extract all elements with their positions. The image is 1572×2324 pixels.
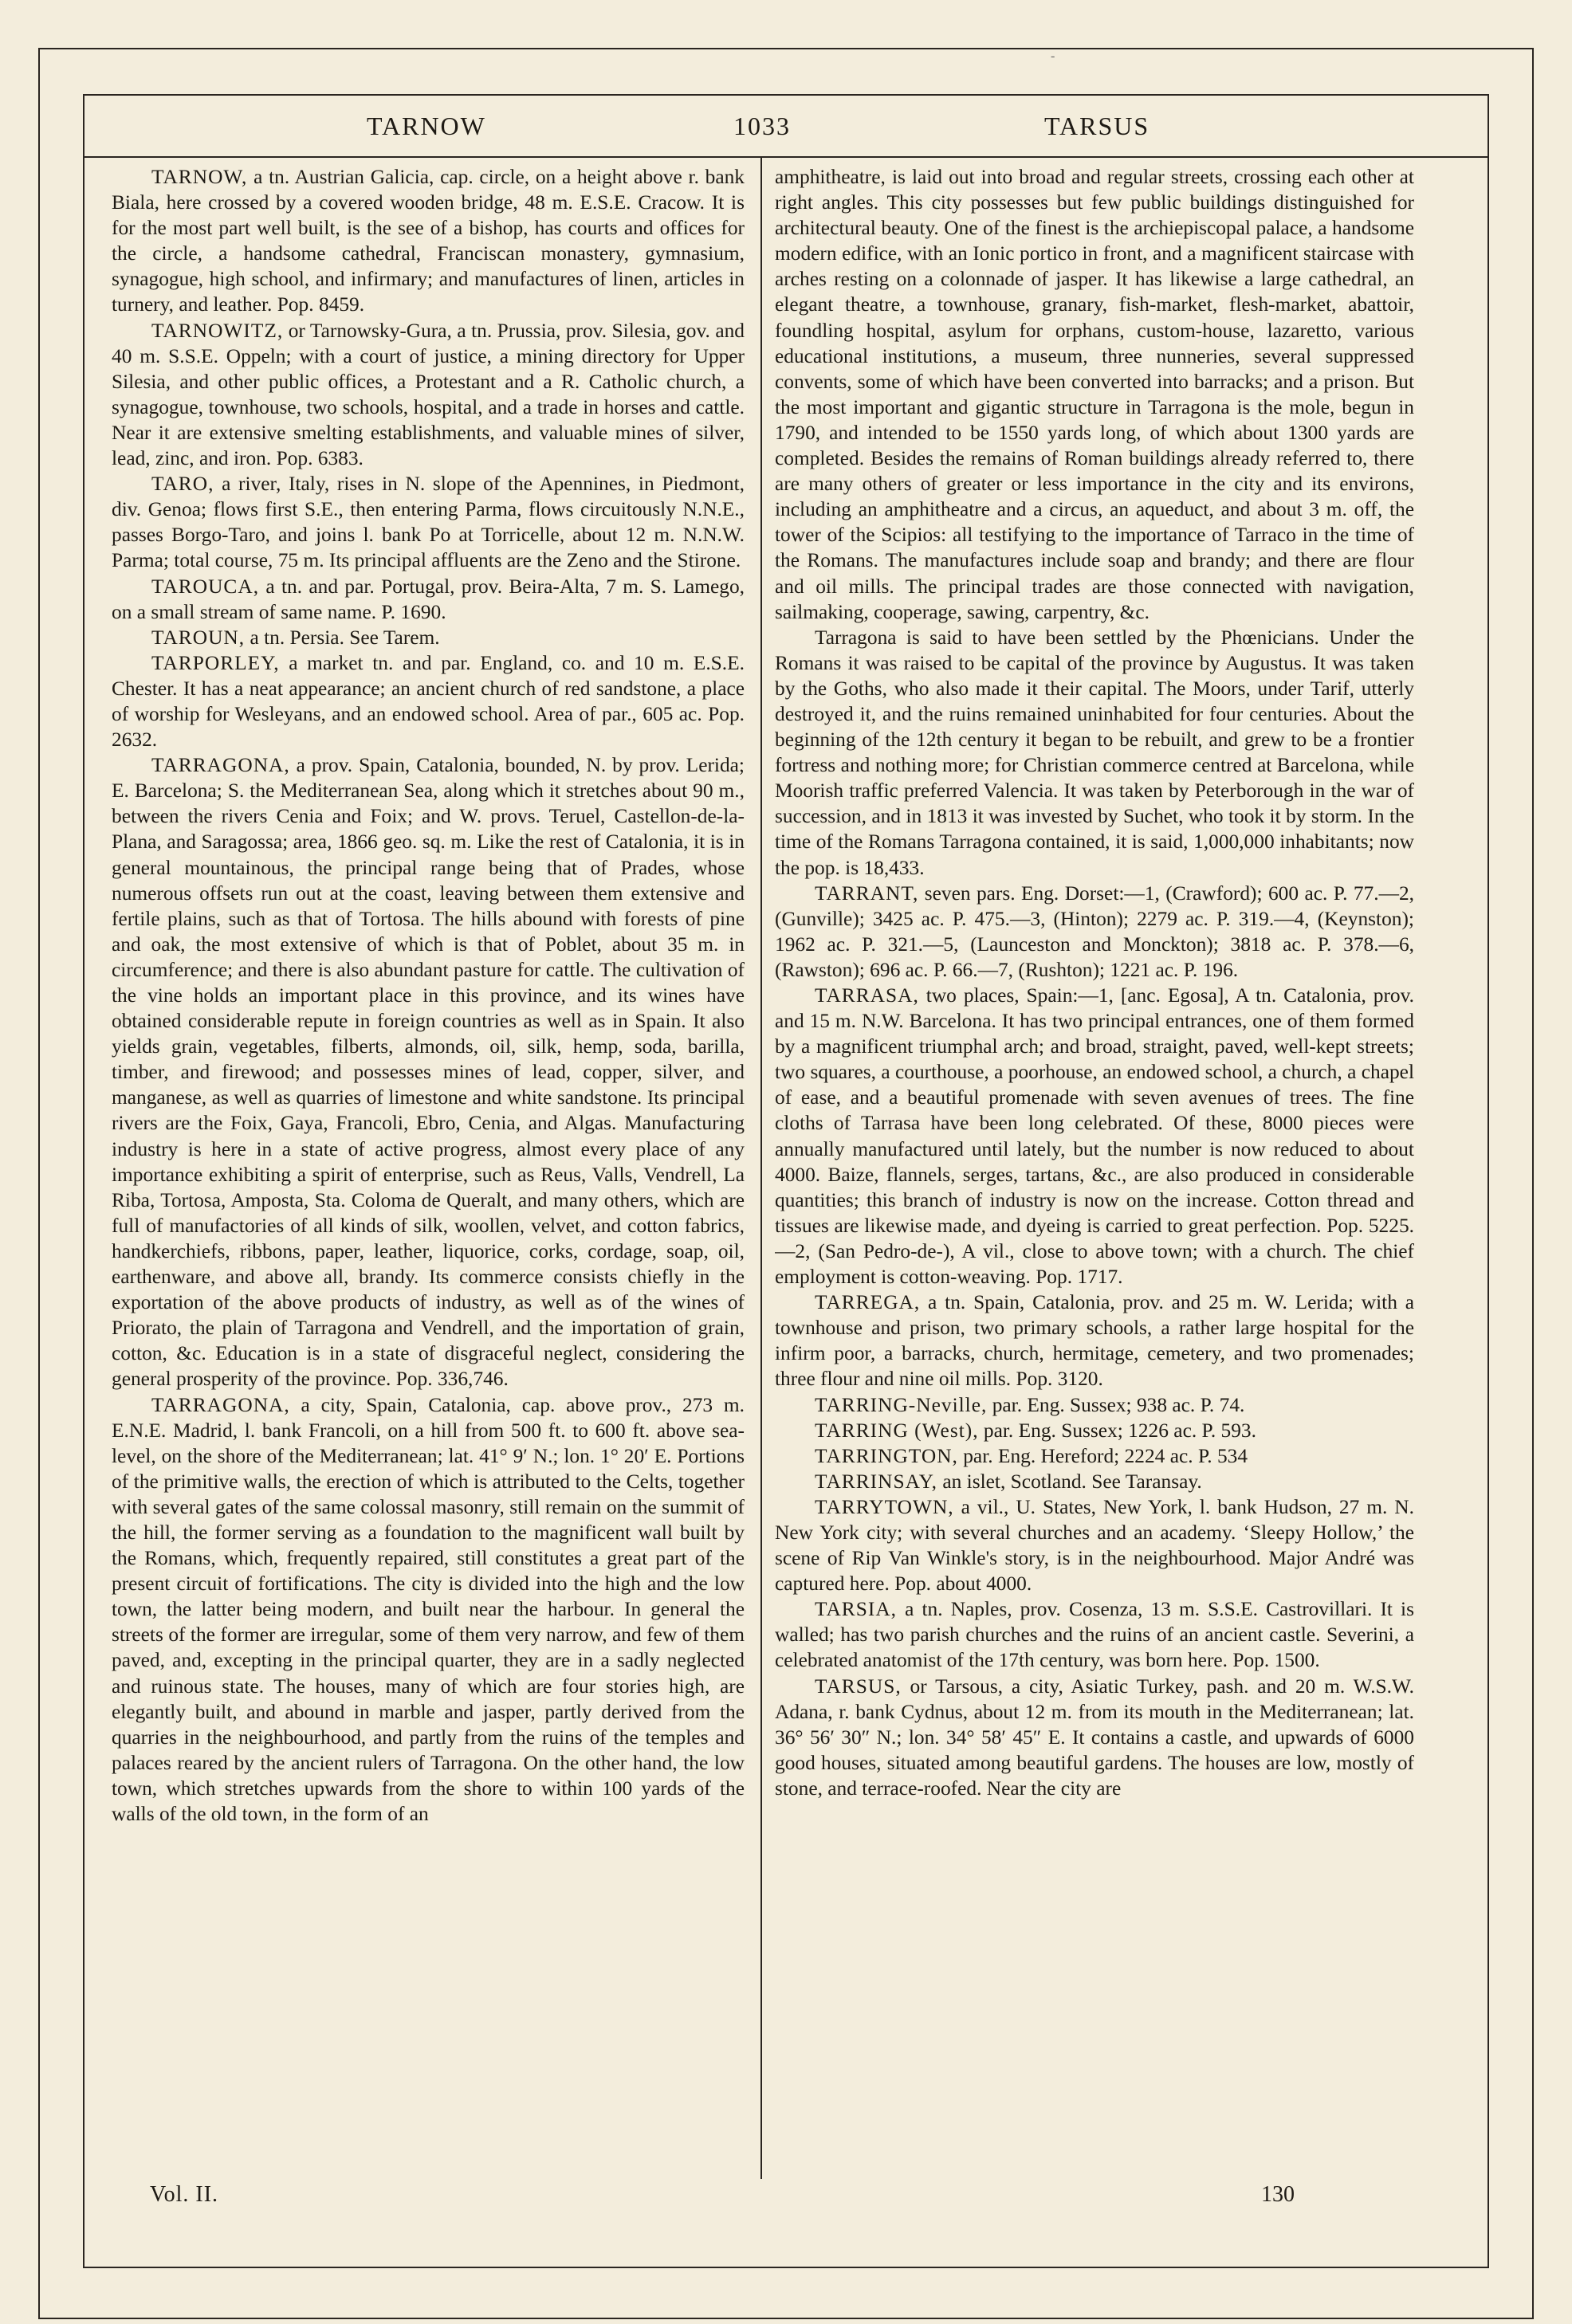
entry-headword: TAROUN, [151,626,246,649]
dictionary-entry [112,164,745,318]
entry-text: a tn. Persia. See Tarem. [245,626,440,649]
dictionary-entry [775,1443,1414,1469]
entry-text: par. Eng. Sussex; 938 ac. P. 74. [987,1393,1245,1416]
entry-headword: TARRINSAY, [815,1470,938,1493]
dictionary-entry [775,1290,1414,1392]
entry-headword: TARNOWITZ, [151,319,284,342]
entry-text: a city, Spain, Catalonia, cap. above prov., 273 m. E.N.E. Madrid, l. bank Francoli, on a hill from 500 ft. to 600 ft. above sea-level, on the shore of the Mediterranean; lat. 41° 9′ N.; lon. 1° 20′ E. Portions of the primitive walls, the erection of which is attributed to the Celts, together with several gates of the same colossal masonry, still remain on the summit of the hill, the former serving as a foundation to the magnificent wall built by the Romans, which, frequently repaired, still constitutes a great part of the present circuit of fortifications. The city is divided into the high and the low town, the latter being modern, and built near the harbour. In general the streets of the former are irregular, some of them very narrow, and few of them paved, and, excepting in the principal quarter, they are in a sadly neglected and ruinous state. The houses, many of which are four stories high, are elegantly built, and abound in marble and jasper, partly derived from the quarries in the neighbourhood, and partly from the ruins of the temples and palaces reared by the ancient rulers of Tarragona. On the other hand, the low town, which stretches upwards from the shore to within 100 yards of the walls of the old town, in the form of an [112,1393,745,1825]
entry-text: par. Eng. Sussex; 1226 ac. P. 593. [978,1419,1256,1442]
signature-mark: 130 [1261,2182,1295,2207]
entry-headword: TARSIA, [815,1598,898,1621]
entry-text: a tn. Naples, prov. Cosenza, 13 m. S.S.E. Castrovillari. It is walled; has two parish churches and the ruins of an ancient castle. Severini, a celebrated anatomist of the 17th century, was born here. Pop. 1500. [775,1598,1414,1672]
dictionary-entry [775,1674,1414,1801]
entry-headword: TARRAGONA, [151,754,290,777]
entry-text: a tn. and par. Portugal, prov. Beira-Alta, 7 m. S. Lamego, on a small stream of same name. P. 1690. [112,575,745,623]
entry-text: or Tarnowsky-Gura, a tn. Prussia, prov. Silesia, gov. and 40 m. S.S.E. Oppeln; with a court of justice, a mining directory for Upper Silesia, and other public offices, a Protestant and a R. Catholic church, a synagogue, townhouse, two schools, hospital, and a trade in horses and cattle. Near it are extensive smelting establishments, and valuable mines of silver, lead, zinc, and iron. Pop. 6383. [112,319,745,470]
dictionary-entry [775,1392,1414,1418]
dictionary-entry [112,650,745,752]
entry-headword: TARRINGTON, [815,1444,958,1467]
right-column [775,164,1414,2173]
dictionary-entry [775,625,1414,881]
entry-text: a tn. Spain, Catalonia, prov. and 25 m. W. Lerida; with a townhouse and prison, two primary schools, a rather large hospital for the infirm poor, a barracks, church, hermitage, cemetery, and two promenades; three flour and nine oil mills. Pop. 3120. [775,1291,1414,1391]
entry-headword: TARRASA, [815,984,919,1007]
entry-headword: TARRAGONA, [151,1393,290,1416]
left-column [112,164,745,2173]
entry-text: Tarragona is said to have been settled by the Phœnicians. Under the Romans it was raised to be capital of the province by Augustus. It was taken by the Goths, who also made it their capital. The Moors, under Tarif, utterly destroyed it, and the ruins remained uninhabited for four centuries. About the beginning of the 12th century it began to be rebuilt, and grew to be a frontier fortress and nothing more; for Christian commerce centred at Barcelona, while Moorish traffic preferred Valencia. It was taken by Peterborough in the war of succession, and in 1813 it was invested by Suchet, who took it by storm. In the time of the Romans Tarragona contained, it is said, 1,000,000 inhabitants; now the pop. is 18,433. [775,626,1414,879]
entry-text: par. Eng. Hereford; 2224 ac. P. 534 [957,1444,1248,1467]
entry-headword: TARRANT, [815,881,919,905]
running-head-right: TARSUS [1044,112,1150,140]
entry-text: or Tarsous, a city, Asiatic Turkey, pash. and 20 m. W.S.W. Adana, r. bank Cydnus, about 12 m. from its mouth in the Mediterranean; lat. 36° 56′ 30″ N.; lon. 34° 58′ 45″ E. It contains a castle, and upwards of 6000 good houses, situated among beautiful gardens. The houses are low, mostly of stone, and terrace-roofed. Near the city are [775,1674,1414,1800]
dictionary-entry [112,752,745,1392]
header-rule [83,156,1489,158]
dictionary-entry [112,318,745,472]
entry-headword: TARSUS, [815,1674,902,1698]
entry-headword: TARPORLEY, [151,651,280,674]
entry-headword: TARRING-Neville, [815,1393,988,1416]
page-number: 1033 [733,112,791,140]
dictionary-entry [775,1418,1414,1443]
entry-text: a vil., U. States, New York, l. bank Hudson, 27 m. N. New York city; with several churches and an academy. ‘Sleepy Hollow,’ the scene of Rip Van Winkle's story, is in the neighbourhood. Major André was captured here. Pop. about 4000. [775,1495,1414,1596]
column-divider [760,158,762,2179]
entry-text: an islet, Scotland. See Taransay. [937,1470,1202,1493]
dictionary-entry [112,1392,745,1827]
entry-headword: TARREGA, [815,1291,921,1314]
entry-text: amphitheatre, is laid out into broad and regular streets, crossing each other at right angles. This city possesses but few public buildings distinguished for architectural beauty. One of the finest is the archiepiscopal palace, a handsome modern edifice, with an Ionic portico in front, and a magnificent staircase with arches resting on a colonnade of jasper. It has likewise a large cathedral, an elegant theatre, a townhouse, granary, fish-market, flesh-market, abattoir, foundling hospital, asylum for orphans, custom-house, lazaretto, various educational institutions, a museum, three nunneries, several suppressed convents, some of which have been converted into barracks; and a prison. But the most important and gigantic structure in Tarragona is the mole, begun in 1790, and intended to be 1550 yards long, of which about 1300 yards are completed. Besides the remains of Roman buildings already referred to, there are many others of greater or less importance in the city and its environs, including an amphitheatre and a circus, an aqueduct, and about 3 m. off, the tower of the Scipios: all testifying to the importance of Tarraco in the time of the Romans. The manufactures include soap and brandy; and there are flour and oil mills. The principal trades are those connected with navigation, sailmaking, cooperage, sawing, carpentry, &c. [775,166,1414,623]
dictionary-entry [775,881,1414,983]
running-head-left: TARNOW [367,112,486,140]
dictionary-entry [775,1494,1414,1596]
entry-text: a market tn. and par. England, co. and 10 m. E.S.E. Chester. It has a neat appearance; an ancient church of red sandstone, a place of worship for Wesleyans, and an endowed school. Area of par., 605 ac. Pop. 2632. [112,651,745,752]
entry-headword: TARRING (West), [815,1419,979,1442]
volume-label: Vol. II. [150,2182,219,2207]
entry-headword: TARNOW, [151,166,248,188]
dictionary-entry [112,574,745,625]
dictionary-entry [112,471,745,573]
dictionary-entry [775,1469,1414,1494]
entry-text: two places, Spain:—1, [anc. Egosa], A tn. Catalonia, prov. and 15 m. N.W. Barcelona. It has two principal entrances, one of them formed by a magnificent triumphal arch; and broad, straight, paved, well-kept streets; two squares, a courthouse, a poorhouse, an endowed school, a church, a chapel of ease, and a beautiful promenade with seven avenues of trees. The fine cloths of Tarrasa have been long celebrated. Of these, 8000 pieces were annually manufactured until lately, but the number is now reduced to about 4000. Baize, flannels, serges, tartans, &c., are also produced in considerable quantities; this branch of industry is now on the increase. Cotton thread and tissues are likewise made, and dyeing is carried to great perfection. Pop. 5225.—2, (San Pedro-de-), A vil., close to above town; with a church. The chief employment is cotton-weaving. Pop. 1717. [775,984,1414,1289]
entry-text: a river, Italy, rises in N. slope of the Apennines, in Piedmont, div. Genoa; flows first S.E., then entering Parma, flows circuitously N.N.E., passes Borgo-Taro, and joins l. bank Po at Torricelle, about 12 m. N.N.W. Parma; total course, 75 m. Its principal affluents are the Zeno and the Stirone. [112,473,745,572]
dictionary-entry [775,164,1414,625]
top-mark: - [1051,49,1055,63]
entry-text: seven pars. Eng. Dorset:—1, (Crawford); 600 ac. P. 77.—2, (Gunville); 3425 ac. P. 475.—3, (Hinton); 2279 ac. P. 319.—4, (Keynston); 1962 ac. P. 321.—5, (Launceston and Monckton); 3818 ac. P. 378.—6, (Rawston); 696 ac. P. 66.—7, (Rushton); 1221 ac. P. 196. [775,881,1414,981]
entry-headword: TARRYTOWN, [815,1495,954,1518]
entry-headword: TARO, [151,473,214,496]
dictionary-entry [775,1596,1414,1673]
entry-text: a prov. Spain, Catalonia, bounded, N. by prov. Lerida; E. Barcelona; S. the Mediterranean Sea, along which it stretches about 90 m., between the rivers Cenia and Foix; and W. provs. Teruel, Castellon-de-la-Plana, and Saragossa; area, 1866 geo. sq. m. Like the rest of Catalonia, it is in general mountainous, the principal range being that of Prades, whose numerous offsets run out at the coast, leaving between them extensive and fertile plains, such as that of Tortosa. The hills abound with forests of pine and oak, the most extensive of which is that of Poblet, about 35 m. in circumference; and there is also abundant pasture for cattle. The cultivation of the vine holds an important place in this province, and its wines have obtained considerable repute in foreign countries as well as in Spain. It also yields grain, vegetables, filberts, almonds, oil, silk, hemp, soda, barilla, timber, and firewood; and possesses mines of lead, copper, silver, and manganese, as well as quarries of limestone and white sandstone. Its principal rivers are the Foix, Gaya, Francoli, Ebro, Cenia, and Algas. Manufacturing industry is here in a state of active progress, almost every place of any importance exhibiting a spirit of enterprise, such as Reus, Valls, Vendrell, La Riba, Tortosa, Amposta, Sta. Coloma de Queralt, and many others, which are full of manufactories of all kinds of silk, woollen, velvet, and cotton fabrics, handkerchiefs, ribbons, paper, leather, liquorice, corks, cordage, soap, oil, earthenware, and above all, brandy. Its commerce consists chiefly in the exportation of the above products of industry, as well as of the wines of Priorato, the plain of Tarragona and Vendrell, and the importation of grain, cotton, &c. Education is in a state of disgraceful neglect, considering the general prosperity of the province. Pop. 336,746. [112,754,745,1391]
entry-text: a tn. Austrian Galicia, cap. circle, on a height above r. bank Biala, here crossed by a covered wooden bridge, 48 m. E.S.E. Cracow. It is for the most part well built, is the see of a bishop, has courts and offices for the circle, a handsome cathedral, Franciscan monastery, gymnasium, synagogue, high school, and infirmary; and manufactures of linen, articles in turnery, and leather. Pop. 8459. [112,166,745,316]
dictionary-entry [112,625,745,650]
dictionary-entry [775,983,1414,1290]
entry-headword: TAROUCA, [151,575,260,598]
